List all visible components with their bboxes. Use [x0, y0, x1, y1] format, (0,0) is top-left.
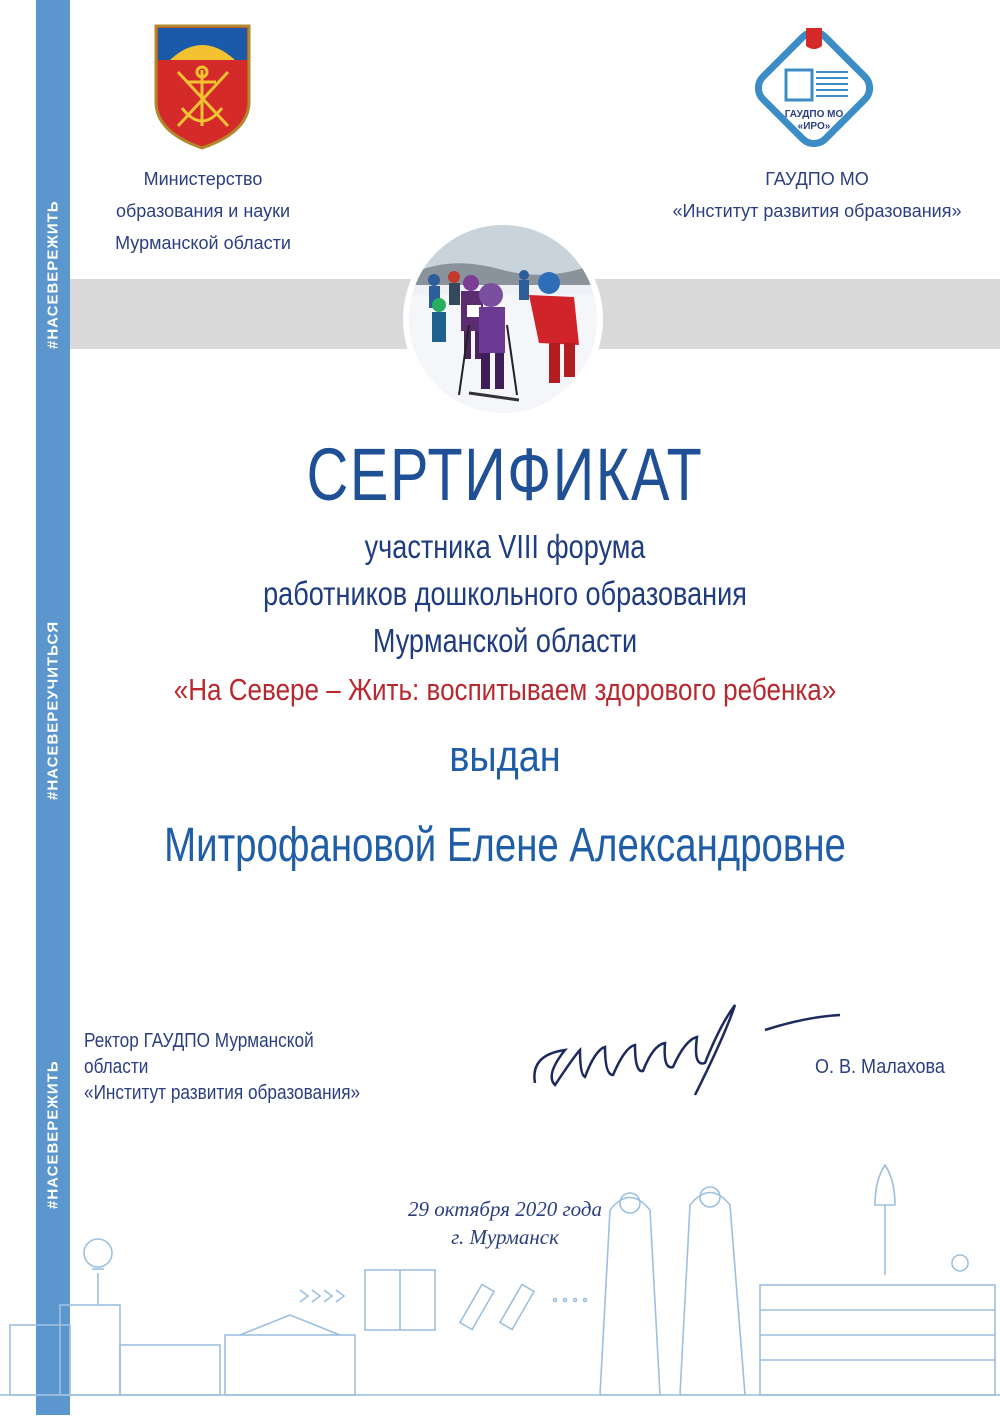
certificate-title: СЕРТИФИКАТ — [306, 433, 704, 516]
right-org-name — [662, 163, 972, 227]
coat-of-arms-icon — [150, 22, 255, 152]
hashtag-3: #НАСЕВЕРЕЖИТЬ — [44, 1060, 62, 1210]
certificate-date: 29 октября 2020 года — [407, 1197, 603, 1221]
hashtag-2: #НАСЕВЕРЕУЧИТЬСЯ — [44, 620, 62, 800]
iro-logo-text-2: «ИРО» — [797, 121, 831, 132]
right-org-line1: ГАУДПО МО — [765, 169, 869, 189]
hashtag-1: #НАСЕВЕРЕЖИТЬ — [44, 200, 62, 350]
city-illustration — [0, 1145, 1000, 1415]
forum-name: «На Севере – Жить: воспитываем здорового ребенка» — [173, 672, 837, 707]
signature-icon — [525, 995, 845, 1105]
iro-logo-text-1: ГАУДПО МО — [784, 109, 844, 120]
signatory-role — [84, 1028, 376, 1106]
right-org-line2: «Институт развития образования» — [672, 201, 962, 221]
certificate-line1: участника VIII форума — [364, 528, 646, 565]
signatory-role-line1: Ректор ГАУДПО Мурманской области — [84, 1030, 314, 1078]
iro-logo-icon — [748, 22, 880, 154]
left-org-line1: Министерство — [143, 169, 263, 189]
left-org-line2: образования и науки — [115, 201, 291, 221]
left-org-line3: Мурманской области — [115, 233, 291, 253]
signatory-name: О. В. Малахова — [815, 1056, 945, 1078]
recipient-name: Митрофановой Елене Александровне — [164, 819, 846, 872]
issued-label: выдан — [449, 732, 561, 781]
ski-photo — [409, 225, 597, 413]
certificate-line2: работников дошкольного образования — [263, 575, 747, 612]
certificate-line3: Мурманской области — [372, 622, 638, 659]
signatory-role-line2: «Институт развития образования» — [84, 1082, 361, 1104]
certificate-place: г. Мурманск — [451, 1225, 559, 1249]
left-org-name — [98, 163, 308, 259]
